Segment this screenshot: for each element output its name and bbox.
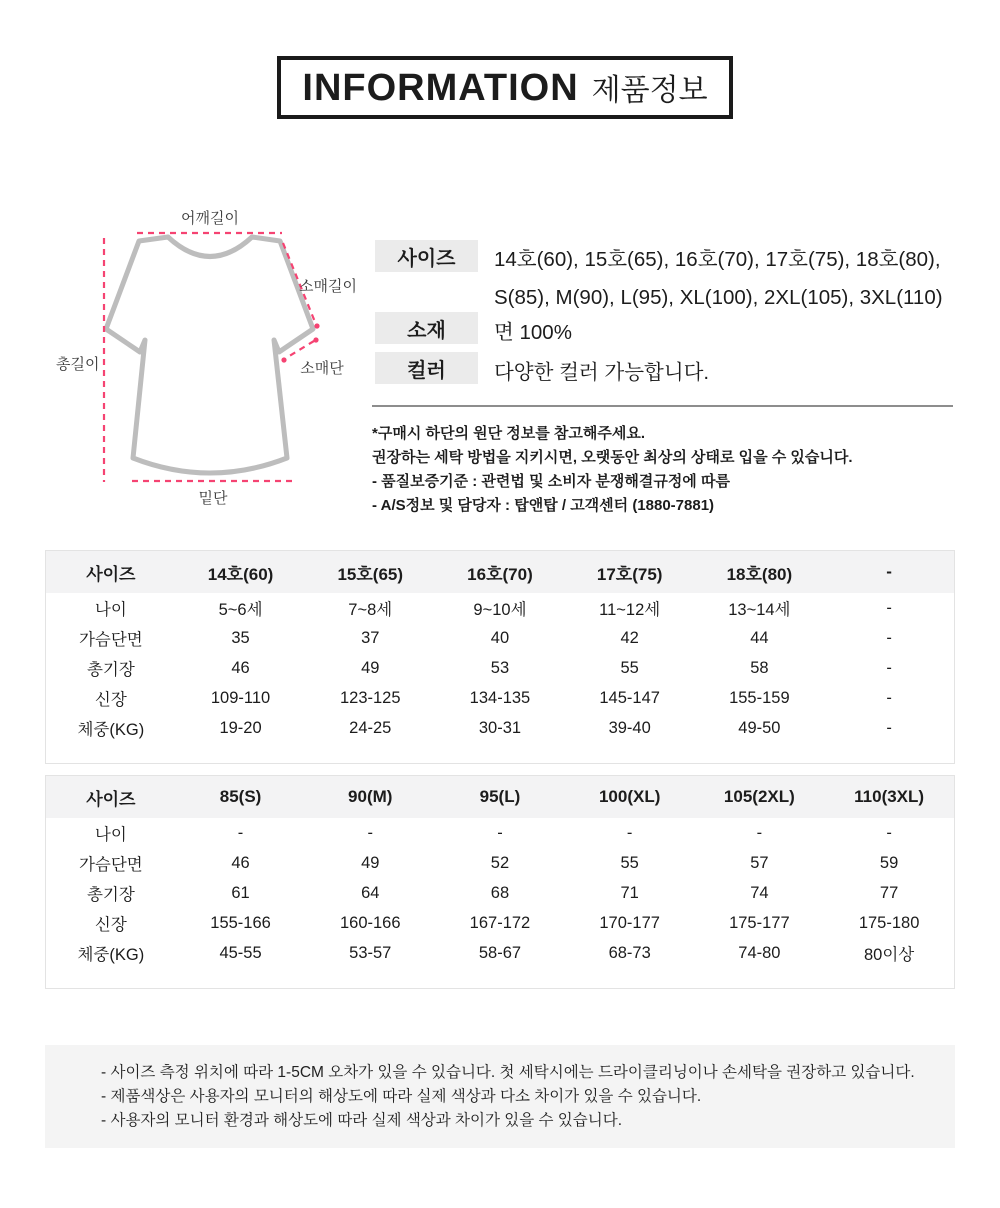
information-title-box — [277, 56, 733, 119]
column-header: 16호(70) — [435, 551, 565, 593]
table-cell: 175-180 — [858, 913, 920, 932]
care-note-line: *구매시 하단의 원단 정보를 참고해주세요. — [372, 425, 646, 442]
table-cell: - — [367, 823, 373, 842]
table-cell: 5~6세 — [218, 601, 263, 619]
table-cell: 7~8세 — [348, 601, 393, 619]
column-header: 15호(65) — [305, 551, 435, 593]
total-length-label: 총길이 — [56, 356, 100, 373]
table-cell: 35 — [231, 628, 250, 647]
size-value-line1: 14호(60), 15호(65), 16호(70), 17호(75), 18호(80), — [494, 248, 941, 271]
table-cell: 39-40 — [608, 718, 651, 737]
table-cell: 71 — [620, 883, 639, 902]
table-cell: 80이상 — [863, 946, 915, 964]
table-cell: - — [626, 823, 633, 842]
table-cell: 61 — [231, 883, 250, 902]
column-header: 85(S) — [176, 776, 306, 818]
table-header-row — [46, 776, 954, 818]
table-cell: 44 — [750, 628, 769, 647]
table-cell: 45-55 — [219, 943, 262, 962]
measure-dot — [281, 357, 286, 362]
column-header: 110(3XL) — [824, 776, 954, 818]
table-cell: 167-172 — [469, 913, 531, 932]
table-cell: 46 — [231, 853, 250, 872]
footer-note-line: - 제품색상은 사용자의 모니터의 해상도에 따라 실제 색상과 다소 차이가 있을 수 있습니다. — [101, 1088, 702, 1105]
table-cell: 46 — [231, 658, 250, 677]
table-row — [46, 653, 954, 683]
sleeve-cuff-label: 소매단 — [300, 360, 344, 377]
table-row — [46, 938, 954, 968]
row-label: 나이 — [94, 826, 127, 844]
column-header: 사이즈 — [46, 776, 176, 818]
care-note-line: - A/S정보 및 담당자 : 탑앤탑 / 고객센터 (1880-7881) — [372, 497, 715, 514]
title-english: INFORMATION — [302, 67, 579, 109]
table-cell: 24-25 — [349, 718, 392, 737]
table-cell: 59 — [879, 853, 899, 872]
table-cell: 30-31 — [478, 718, 522, 737]
size-label-box: 사이즈 — [375, 240, 478, 272]
table-row — [46, 908, 954, 938]
table-row — [46, 683, 954, 713]
size-table-child-wrap — [45, 550, 955, 764]
table-cell: 155-159 — [729, 688, 790, 707]
table-cell: - — [886, 823, 892, 842]
table-cell: 37 — [361, 628, 380, 647]
table-cell: 123-125 — [339, 688, 401, 707]
footer-note-line: - 사용자의 모니터 환경과 해상도에 따라 실제 색상과 차이가 있을 수 있습니다. — [101, 1112, 623, 1129]
table-cell: 74-80 — [738, 943, 781, 962]
table-cell: 49 — [361, 658, 380, 677]
table-cell: 57 — [750, 853, 769, 872]
table-row — [46, 713, 954, 743]
row-label: 체중(KG) — [77, 946, 145, 964]
table-cell: - — [886, 718, 892, 737]
table-cell: 53 — [490, 658, 510, 677]
table-cell: 134-135 — [469, 688, 531, 707]
table-cell: 58 — [750, 658, 769, 677]
table-cell: 40 — [490, 628, 510, 647]
column-header: 18호(80) — [695, 551, 825, 593]
row-label: 총기장 — [86, 886, 135, 904]
measure-dot — [313, 337, 318, 342]
table-cell: 170-177 — [599, 913, 660, 932]
tshirt-outline-icon — [106, 237, 313, 473]
row-label: 가슴단면 — [78, 856, 143, 874]
color-label-box: 컬러 — [375, 352, 478, 384]
table-cell: - — [886, 628, 892, 647]
table-cell: - — [886, 598, 892, 617]
table-cell: 68 — [490, 883, 510, 902]
row-label: 나이 — [94, 601, 127, 619]
table-cell: 55 — [620, 658, 639, 677]
table-cell: 53-57 — [349, 943, 392, 962]
measure-dot — [314, 323, 319, 328]
table-row — [46, 623, 954, 653]
table-cell: 109-110 — [210, 688, 271, 707]
size-table-adult-wrap — [45, 775, 955, 989]
table-cell: 64 — [361, 883, 380, 902]
table-cell: 42 — [620, 628, 639, 647]
table-cell: 19-20 — [219, 718, 262, 737]
title-korean: 제품정보 — [591, 74, 708, 107]
table-cell: - — [497, 823, 503, 842]
row-label: 총기장 — [86, 661, 135, 679]
information-title — [302, 65, 707, 110]
table-cell: 55 — [620, 853, 639, 872]
column-header: 100(XL) — [565, 776, 695, 818]
tshirt-neckline-icon — [168, 237, 252, 257]
row-label: 체중(KG) — [77, 721, 145, 739]
table-cell: 49 — [361, 853, 380, 872]
table-cell: 68-73 — [608, 943, 651, 962]
table-row — [46, 593, 954, 623]
table-cell: 77 — [879, 883, 899, 902]
row-label: 신장 — [94, 916, 127, 934]
column-header: 95(L) — [435, 776, 565, 818]
table-cell: 11~12세 — [599, 601, 661, 619]
care-note-line: 권장하는 세탁 방법을 지키시면, 오랫동안 최상의 상태로 입을 수 있습니다. — [372, 449, 853, 466]
table-cell: 160-166 — [339, 913, 401, 932]
footer-disclaimer-box — [45, 1045, 955, 1148]
table-cell: - — [886, 658, 892, 677]
hem-label: 밑단 — [198, 490, 228, 507]
care-notes — [372, 422, 962, 518]
color-value: 다양한 컬러 가능합니다. — [494, 361, 710, 384]
care-note-line: - 품질보증기준 : 관련법 및 소비자 분쟁해결규정에 따름 — [372, 473, 730, 490]
material-label-box: 소재 — [375, 312, 478, 344]
table-cell: 175-177 — [729, 913, 790, 932]
table-cell: 49-50 — [738, 718, 781, 737]
shoulder-length-label: 어깨길이 — [181, 210, 239, 227]
column-header: 사이즈 — [46, 551, 176, 593]
column-header: 17호(75) — [565, 551, 695, 593]
size-table-child — [46, 551, 954, 743]
table-cell: - — [886, 688, 892, 707]
material-value: 면 100% — [494, 321, 572, 344]
table-row — [46, 818, 954, 848]
size-table-adult — [46, 776, 954, 968]
tshirt-measurement-diagram — [52, 190, 372, 520]
table-cell: 9~10세 — [473, 601, 527, 619]
table-header-row — [46, 551, 954, 593]
sleeve-length-label: 소매길이 — [299, 278, 357, 295]
table-cell: 13~14세 — [728, 601, 791, 619]
footer-note-line: - 사이즈 측정 위치에 따라 1-5CM 오차가 있을 수 있습니다. 첫 세탁시에는 드라이클리닝이나 손세탁을 권장하고 있습니다. — [101, 1064, 915, 1081]
table-cell: - — [756, 823, 763, 842]
info-divider-line — [372, 405, 953, 407]
column-header: 105(2XL) — [695, 776, 825, 818]
table-cell: 58-67 — [478, 943, 522, 962]
row-label: 가슴단면 — [78, 631, 143, 649]
size-value-line2: S(85), M(90), L(95), XL(100), 2XL(105), 3XL(110) — [494, 286, 943, 309]
column-header: 14호(60) — [176, 551, 306, 593]
table-cell: 145-147 — [599, 688, 660, 707]
table-row — [46, 848, 954, 878]
row-label: 신장 — [94, 691, 127, 709]
table-cell: 155-166 — [210, 913, 271, 932]
column-header: 90(M) — [305, 776, 435, 818]
table-cell: 52 — [490, 853, 510, 872]
table-cell: - — [237, 823, 244, 842]
table-cell: 74 — [750, 883, 769, 902]
table-row — [46, 878, 954, 908]
tshirt-diagram-svg — [52, 190, 372, 520]
column-header: - — [824, 551, 954, 593]
